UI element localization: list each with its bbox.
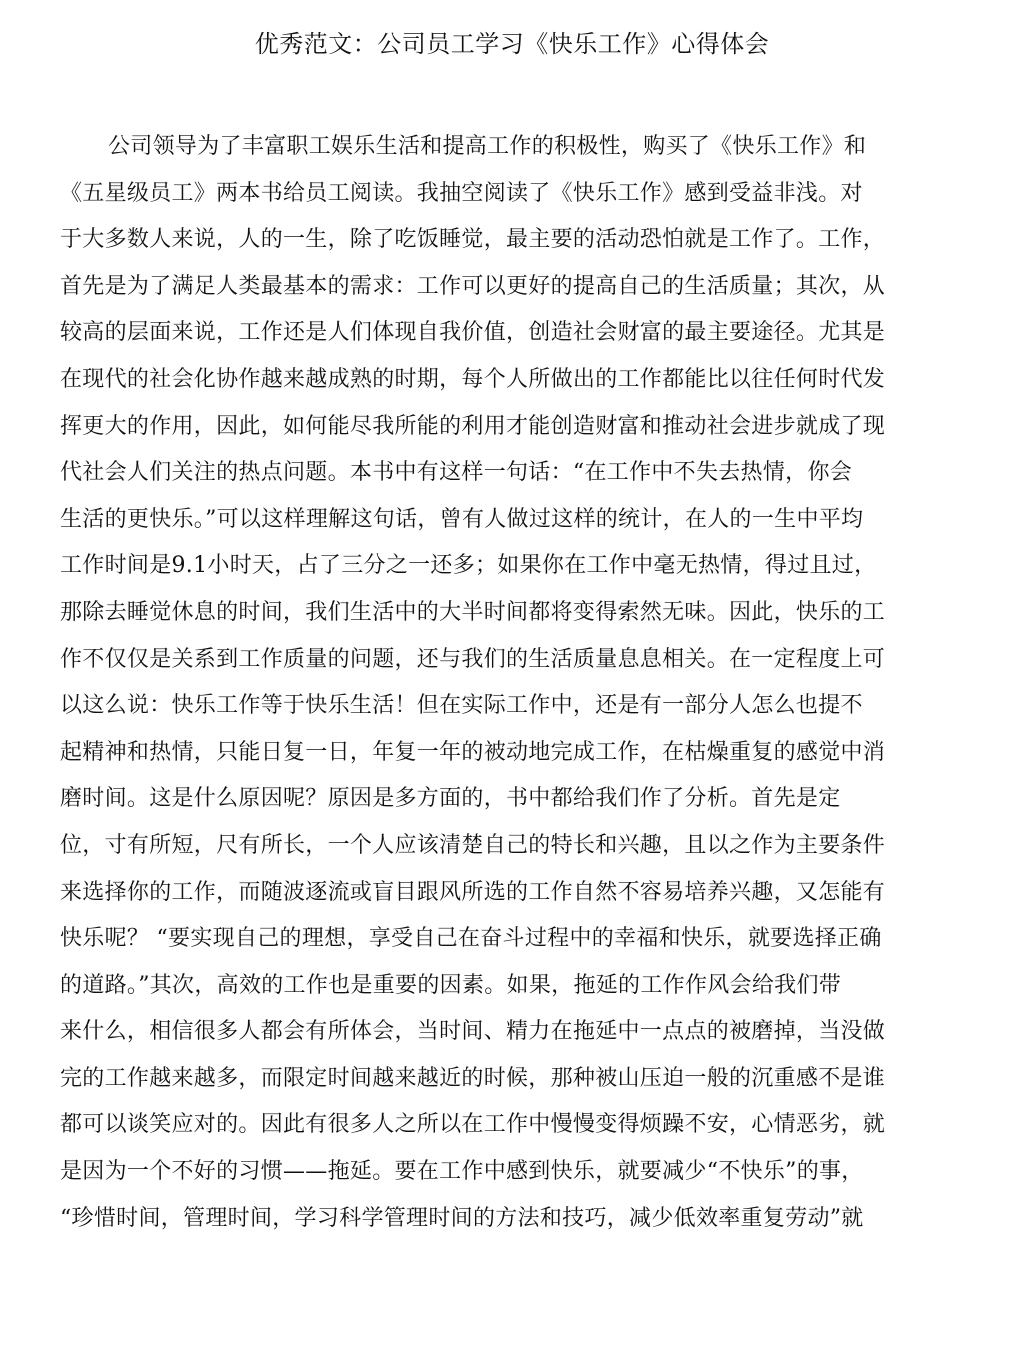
text-line: 都可以谈笑应对的。因此有很多人之所以在工作中慢慢变得烦躁不安，心情恶劣，就 [60, 1112, 886, 1138]
text-line: 在现代的社会化协作越来越成熟的时期，每个人所做出的工作都能比以往任何时代发 [60, 366, 886, 392]
text-line: 代社会人们关注的热点问题。本书中有这样一句话：“在工作中不失去热情，你会 [60, 460, 853, 486]
text-line: 来什么，相信很多人都会有所体会，当时间、精力在拖延中一点点的被磨掉，当没做 [60, 1019, 886, 1045]
text-line: 于大多数人来说，人的一生，除了吃饭睡觉，最主要的活动恐怕就是工作了。工作， [60, 227, 886, 253]
text-line: 位，寸有所短，尺有所长，一个人应该清楚自己的特长和兴趣，且以之作为主要条件 [60, 832, 886, 858]
text-line: 起精神和热情，只能日复一日，年复一年的被动地完成工作，在枯燥重复的感觉中消 [60, 739, 886, 765]
text-line: 生活的更快乐。”可以这样理解这句话，曾有人做过这样的统计，在人的一生中平均 [60, 506, 864, 532]
text-line: 磨时间。这是什么原因呢？原因是多方面的，书中都给我们作了分析。首先是定 [60, 786, 841, 812]
body-paragraph [60, 124, 960, 1242]
text-line: 那除去睡觉休息的时间，我们生活中的大半时间都将变得索然无味。因此，快乐的工 [60, 599, 886, 625]
text-line: 完的工作越来越多，而限定时间越来越近的时候，那种被山压迫一般的沉重感不是谁 [60, 1065, 886, 1091]
text-line: 是因为一个不好的习惯——拖延。要在工作中感到快乐，就要减少“不快乐”的事， [60, 1159, 864, 1185]
text-line: 以这么说：快乐工作等于快乐生活！但在实际工作中，还是有一部分人怎么也提不 [60, 693, 863, 719]
text-line: “珍惜时间，管理时间，学习科学管理时间的方法和技巧，减少低效率重复劳动”就 [60, 1205, 864, 1231]
text-line: 来选择你的工作，而随波逐流或盲目跟风所选的工作自然不容易培养兴趣，又怎能有 [60, 879, 886, 905]
text-line: 挥更大的作用，因此，如何能尽我所能的利用才能创造财富和推动社会进步就成了现 [60, 413, 886, 439]
text-line: 首先是为了满足人类最基本的需求：工作可以更好的提高自己的生活质量；其次，从 [60, 273, 886, 299]
text-line: 作不仅仅是关系到工作质量的问题，还与我们的生活质量息息相关。在一定程度上可 [60, 646, 886, 672]
text-line: 较高的层面来说，工作还是人们体现自我价值，创造社会财富的最主要途径。尤其是 [60, 320, 886, 346]
text-line: 工作时间是9.1小时天，占了三分之一还多；如果你在工作中毫无热情，得过且过， [60, 553, 877, 579]
text-line: 快乐呢？ “要实现自己的理想，享受自己在奋斗过程中的幸福和快乐，就要选择正确 [60, 926, 882, 952]
text-line: 公司领导为了丰富职工娱乐生活和提高工作的积极性，购买了《快乐工作》和 [108, 134, 867, 159]
text-line: 的道路。”其次，高效的工作也是重要的因素。如果，拖延的工作作风会给我们带 [60, 972, 842, 998]
text-line: 《五星级员工》两本书给员工阅读。我抽空阅读了《快乐工作》感到受益非浅。对 [60, 180, 863, 206]
document-title: 优秀范文：公司员工学习《快乐工作》心得体会 [254, 30, 770, 58]
